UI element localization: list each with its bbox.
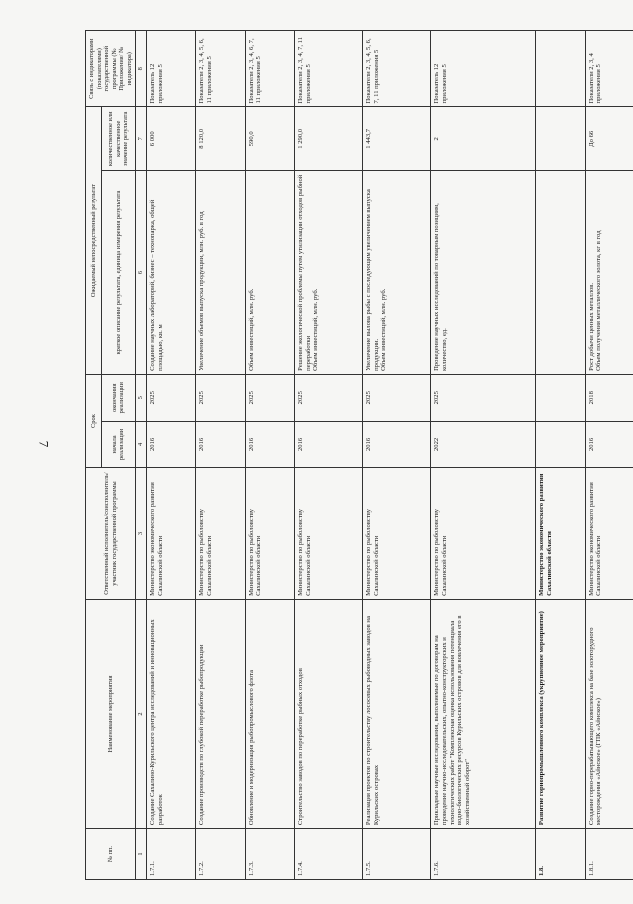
row-value: 6 000 [146,107,195,171]
row-start: 2016 [362,421,430,468]
row-name: Создание Сахалино-Курильского центра исследований и инновационных разработок [146,599,195,828]
colnum: 7 [136,107,147,171]
colnum: 2 [136,599,147,828]
header-result: Ожидаемый непосредственный результат [86,107,102,374]
table-row [146,31,195,880]
colnum: 8 [136,31,147,107]
row-end: 2025 [362,374,430,421]
header-end: окончания реализации [101,374,136,421]
row-value: До 66 [585,107,633,171]
row-desc [536,171,585,375]
row-link: Показатель 12 приложения 5 [146,31,195,107]
colnum: 5 [136,374,147,421]
row-executor: Министерство экономического развития Сахалинской области [536,468,585,600]
row-link: Показатели 2, 3, 4, 5, 6, 7, 11 приложения 5 [362,31,430,107]
colnum: 4 [136,421,147,468]
page-number: 7 [36,440,52,448]
row-name: Реализация проектов по строительству лососевых рыбоводных заводов на Курильских островах [362,599,430,828]
row-num: 1.7.4. [294,829,362,880]
row-value [536,107,585,171]
row-link: Показатели 2, 3, 4 приложения 5 [585,31,633,107]
colnum: 1 [136,829,147,880]
row-executor: Министерство по рыболовству Сахалинской области [362,468,430,600]
header-start: начала реализации [101,421,136,468]
header-link: Связь с индикаторами (показателями) государственной программы (№ Приложения/ № индикатора) [86,31,136,107]
row-executor: Министерство по рыболовству Сахалинской области [245,468,294,600]
row-link: Показатели 2, 3, 4, 5, 6, 11 приложения 5 [196,31,245,107]
row-value: 1 290,0 [294,107,362,171]
row-start: 2016 [245,421,294,468]
row-name: Обновление и модернизация рыбопромыслового флота [245,599,294,828]
row-desc: Объем инвестиций, млн. руб. [245,171,294,375]
column-numbers-row [136,31,147,880]
row-num: 1.7.6. [430,829,535,880]
table-row [245,31,294,880]
row-link [536,31,585,107]
row-name: Прикладные научные исследования, выполняемые по договорам на проведение научно-исследовательских, опытно-конструкторских и технологических работ "Комплексная оценка использования потенциала водно-биологических ресурсов Курильских островов для вовлечения его в хозяйственный оборот" [430,599,535,828]
row-desc: Увеличение вылова рыбы с последующим увеличением выпуска продукции. Объем инвестиций, млн. руб. [362,171,430,375]
measures-table [85,30,633,880]
row-end: 2025 [146,374,195,421]
row-desc: Рост добычи ценных металлов. Объем получения металлического золота, кг в год [585,171,633,375]
row-end: 2025 [294,374,362,421]
header-value: количественное или качественное значение результата [101,107,136,171]
row-name: Создание производств по глубокой переработке рыбопродукции [196,599,245,828]
row-start: 2016 [196,421,245,468]
header-name: Наименование мероприятия [86,599,136,828]
row-desc: Увеличение объемов выпуска продукции, млн. руб. в год [196,171,245,375]
row-start: 2016 [585,421,633,468]
row-start: 2016 [146,421,195,468]
row-value: 1 443,7 [362,107,430,171]
row-end [536,374,585,421]
row-name: Создание горно-перерабатывающего комплекса на базе золоторудного месторождения «Айнское» (ГПК «Айнское») [585,599,633,828]
row-value: 8 120,0 [196,107,245,171]
row-executor: Министерство по рыболовству Сахалинской области [430,468,535,600]
row-num: 1.8.1. [585,829,633,880]
header-desc: краткое описание результата, единица измерения результата [101,171,136,375]
row-desc: Проведение научных исследований по товарным позициям, количество, ед. [430,171,535,375]
row-link: Показатель 12 приложения 5 [430,31,535,107]
table-section-row [536,31,585,880]
table-row [585,31,633,880]
row-start: 2022 [430,421,535,468]
row-start [536,421,585,468]
row-name: Строительство заводов по переработке рыбных отходов [294,599,362,828]
row-end: 2025 [430,374,535,421]
row-num: 1.7.2. [196,829,245,880]
row-num: 1.7.3. [245,829,294,880]
row-desc: Создание научных лабораторий, бизнес – технопарка, общей площадью, кв. м [146,171,195,375]
table-row [196,31,245,880]
header-executor: Ответственный исполнитель/соисполнитель/участник государственной программы [86,468,136,600]
header-term: Срок [86,374,102,467]
row-executor: Министерство экономического развития Сахалинской области [146,468,195,600]
row-start: 2016 [294,421,362,468]
rotated-table-wrapper [85,30,625,880]
row-end: 2018 [585,374,633,421]
table-row [362,31,430,880]
row-executor: Министерство экономического развития Сахалинской области [585,468,633,600]
row-num: 1.7.1. [146,829,195,880]
row-end: 2025 [196,374,245,421]
row-executor: Министерство по рыболовству Сахалинской области [294,468,362,600]
row-value: 2 [430,107,535,171]
row-link: Показатели 2, 3, 4, 7, 11 приложения 5 [294,31,362,107]
row-executor: Министерство по рыболовству Сахалинской области [196,468,245,600]
row-desc: Решение экологической проблемы путем утилизации отходов рыбной переработки Объем инвестиций, млн. руб. [294,171,362,375]
table-row [294,31,362,880]
header-num: № пп. [86,829,136,880]
colnum: 6 [136,171,147,375]
row-num: 1.7.5. [362,829,430,880]
row-num: 1.8. [536,829,585,880]
row-name: Развитие горнопромышленного комплекса (укрупненное мероприятие) [536,599,585,828]
row-value: 590,0 [245,107,294,171]
table-row [430,31,535,880]
colnum: 3 [136,468,147,600]
row-end: 2025 [245,374,294,421]
row-link: Показатели 2, 3, 4, 6, 7, 11 приложения 5 [245,31,294,107]
